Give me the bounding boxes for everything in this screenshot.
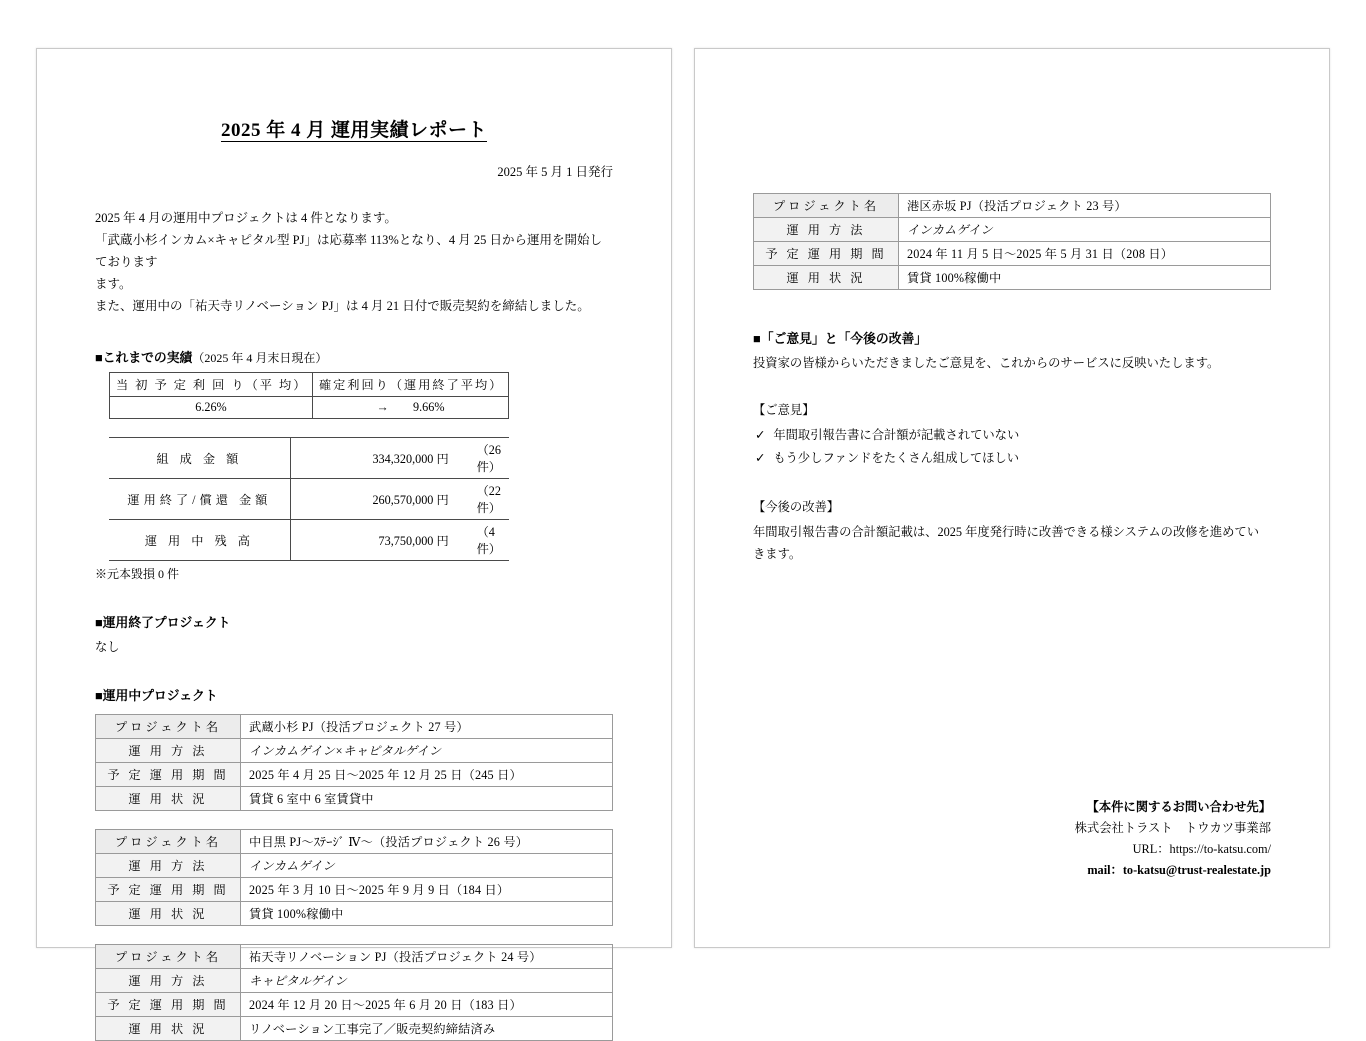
table-row [110, 397, 509, 419]
table-row [96, 1017, 613, 1041]
ongoing-projects-heading: ■運用中プロジェクト [95, 689, 218, 704]
contact-company: 株式会社トラスト トウカツ事業部 [1074, 821, 1271, 836]
project-method-label: 運 用 方 法 [754, 218, 899, 242]
project-method-label: 運 用 方 法 [96, 854, 241, 878]
check-icon: ✓ [755, 451, 766, 466]
project-name-label: プロジェクト名 [96, 945, 241, 969]
project-method-label: 運 用 方 法 [96, 969, 241, 993]
project-name-value: 中目黒 PJ～ｽﾃｰｼﾞ Ⅳ～（投活プロジェクト 26 号） [241, 830, 613, 854]
opinion-item-text: もう少しファンドをたくさん組成してほしい [773, 451, 1020, 466]
amount-count-0: （26 件） [463, 438, 509, 479]
project-status-label: 運 用 状 況 [754, 266, 899, 290]
project-period-value: 2024 年 12 月 20 日～2025 年 6 月 20 日（183 日） [241, 993, 613, 1017]
table-row [109, 438, 509, 479]
table-row [96, 763, 613, 787]
opinions-heading: ■「ご意見」と「今後の改善」 [753, 332, 928, 346]
list-item [753, 447, 1271, 470]
project-name-label: プロジェクト名 [754, 194, 899, 218]
amount-table [109, 437, 509, 561]
project-table-2 [95, 829, 613, 926]
report-page-2 [694, 48, 1330, 948]
finished-projects-heading: ■運用終了プロジェクト [95, 616, 231, 631]
project-table-4 [753, 193, 1271, 290]
table-row [96, 945, 613, 969]
table-row [109, 479, 509, 520]
yield-confirmed-value: 9.66% [413, 400, 445, 415]
project-period-label: 予 定 運 用 期 間 [754, 242, 899, 266]
table-row [110, 373, 509, 397]
intro-line-2: 「武蔵小杉インカム×キャピタル型 PJ」は応募率 113%となり、4 月 25 日から運用を開始しております [95, 232, 602, 269]
report-page-1 [36, 48, 672, 1037]
table-row [96, 854, 613, 878]
project-status-value: 賃貸 100%稼働中 [241, 902, 613, 926]
opinion-item-text: 年間取引報告書に合計額が記載されていない [773, 427, 1020, 442]
yield-col2-value [312, 397, 508, 419]
project-period-label: 予 定 運 用 期 間 [96, 763, 241, 787]
project-name-value: 武蔵小杉 PJ（投活プロジェクト 27 号） [241, 715, 613, 739]
issue-date: 2025 年 5 月 1 日発行 [497, 165, 613, 179]
opinion-list [753, 424, 1271, 471]
page-title: 2025 年 4 月 運用実績レポート [220, 120, 487, 141]
table-row [754, 194, 1271, 218]
contact-url[interactable]: URL：https://to-katsu.com/ [1132, 842, 1271, 857]
table-row [754, 266, 1271, 290]
improvement-text: 年間取引報告書の合計額記載は、2025 年度発行時に改善できる様システムの改修を進めていきます。 [753, 524, 1260, 561]
yield-col1-label: 当 初 予 定 利 回 り（平 均） [110, 373, 313, 397]
project-status-label: 運 用 状 況 [96, 787, 241, 811]
project-period-value: 2024 年 11 月 5 日～2025 年 5 月 31 日（208 日） [899, 242, 1271, 266]
project-period-label: 予 定 運 用 期 間 [96, 878, 241, 902]
project-status-value: 賃貸 6 室中 6 室賃貸中 [241, 787, 613, 811]
project-period-value: 2025 年 4 月 25 日～2025 年 12 月 25 日（245 日） [241, 763, 613, 787]
amount-count-1: （22 件） [463, 479, 509, 520]
project-status-label: 運 用 状 況 [96, 902, 241, 926]
amount-count-2: （4 件） [463, 520, 509, 561]
project-status-value: リノベーション工事完了／販売契約締結済み [241, 1017, 613, 1041]
project-table-3 [95, 944, 613, 1041]
project-table-1 [95, 714, 613, 811]
list-item [753, 424, 1271, 447]
intro-paragraph [95, 208, 613, 317]
contact-block [1075, 797, 1271, 881]
project-method-value: インカムゲイン×キャピタルゲイン [241, 739, 613, 763]
project-name-label: プロジェクト名 [96, 715, 241, 739]
amount-label-2: 運 用 中 残 高 [109, 520, 290, 561]
table-row [754, 242, 1271, 266]
principal-loss-note: ※元本毀損 0 件 [95, 567, 180, 582]
results-heading-sub: （2025 年 4 月末日現在） [192, 351, 328, 366]
project-method-value: キャピタルゲイン [241, 969, 613, 993]
intro-line-4: また、運用中の「祐天寺リノベーション PJ」は 4 月 21 日付で販売契約を締結しました。 [95, 298, 590, 313]
project-status-label: 運 用 状 況 [96, 1017, 241, 1041]
yield-arrow: → [376, 400, 389, 415]
project-period-label: 予 定 運 用 期 間 [96, 993, 241, 1017]
table-row [109, 520, 509, 561]
results-heading-main: ■これまでの実績 [95, 351, 193, 366]
table-row [96, 739, 613, 763]
improvement-label: 【今後の改善】 [753, 499, 840, 514]
table-row [96, 878, 613, 902]
opinions-lead: 投資家の皆様からいただきましたご意見を、これからのサービスに反映いたします。 [753, 356, 1220, 370]
project-method-label: 運 用 方 法 [96, 739, 241, 763]
finished-projects-body: なし [95, 640, 120, 655]
project-name-value: 祐天寺リノベーション PJ（投活プロジェクト 24 号） [241, 945, 613, 969]
check-icon: ✓ [755, 427, 766, 442]
amount-label-0: 組 成 金 額 [109, 438, 290, 479]
amount-value-2: 73,750,000 円 [290, 520, 462, 561]
project-method-value: インカムゲイン [241, 854, 613, 878]
project-name-label: プロジェクト名 [96, 830, 241, 854]
amount-label-1: 運用終了/償還 金額 [109, 479, 290, 520]
table-row [754, 218, 1271, 242]
project-table-4-wrap [753, 193, 1271, 290]
table-row [96, 902, 613, 926]
table-row [96, 787, 613, 811]
table-row [96, 993, 613, 1017]
amount-value-1: 260,570,000 円 [290, 479, 462, 520]
table-row [96, 969, 613, 993]
project-status-value: 賃貸 100%稼働中 [899, 266, 1271, 290]
project-name-value: 港区赤坂 PJ（投活プロジェクト 23 号） [899, 194, 1271, 218]
yield-table [109, 372, 509, 419]
contact-title: 【本件に関するお問い合わせ先】 [1086, 800, 1271, 815]
project-period-value: 2025 年 3 月 10 日～2025 年 9 月 9 日（184 日） [241, 878, 613, 902]
table-row [96, 830, 613, 854]
table-row [96, 715, 613, 739]
yield-col1-value: 6.26% [110, 397, 313, 419]
opinion-list-label: 【ご意見】 [753, 402, 815, 417]
project-method-value: インカムゲイン [899, 218, 1271, 242]
results-heading [95, 347, 613, 366]
amount-value-0: 334,320,000 円 [290, 438, 462, 479]
intro-line-3: ます。 [95, 276, 132, 291]
intro-line-1: 2025 年 4 月の運用中プロジェクトは 4 件となります。 [95, 211, 397, 225]
contact-mail[interactable]: mail：to-katsu@trust-realestate.jp [1087, 863, 1271, 878]
yield-col2-label: 確定利回り（運用終了平均） [312, 373, 508, 397]
